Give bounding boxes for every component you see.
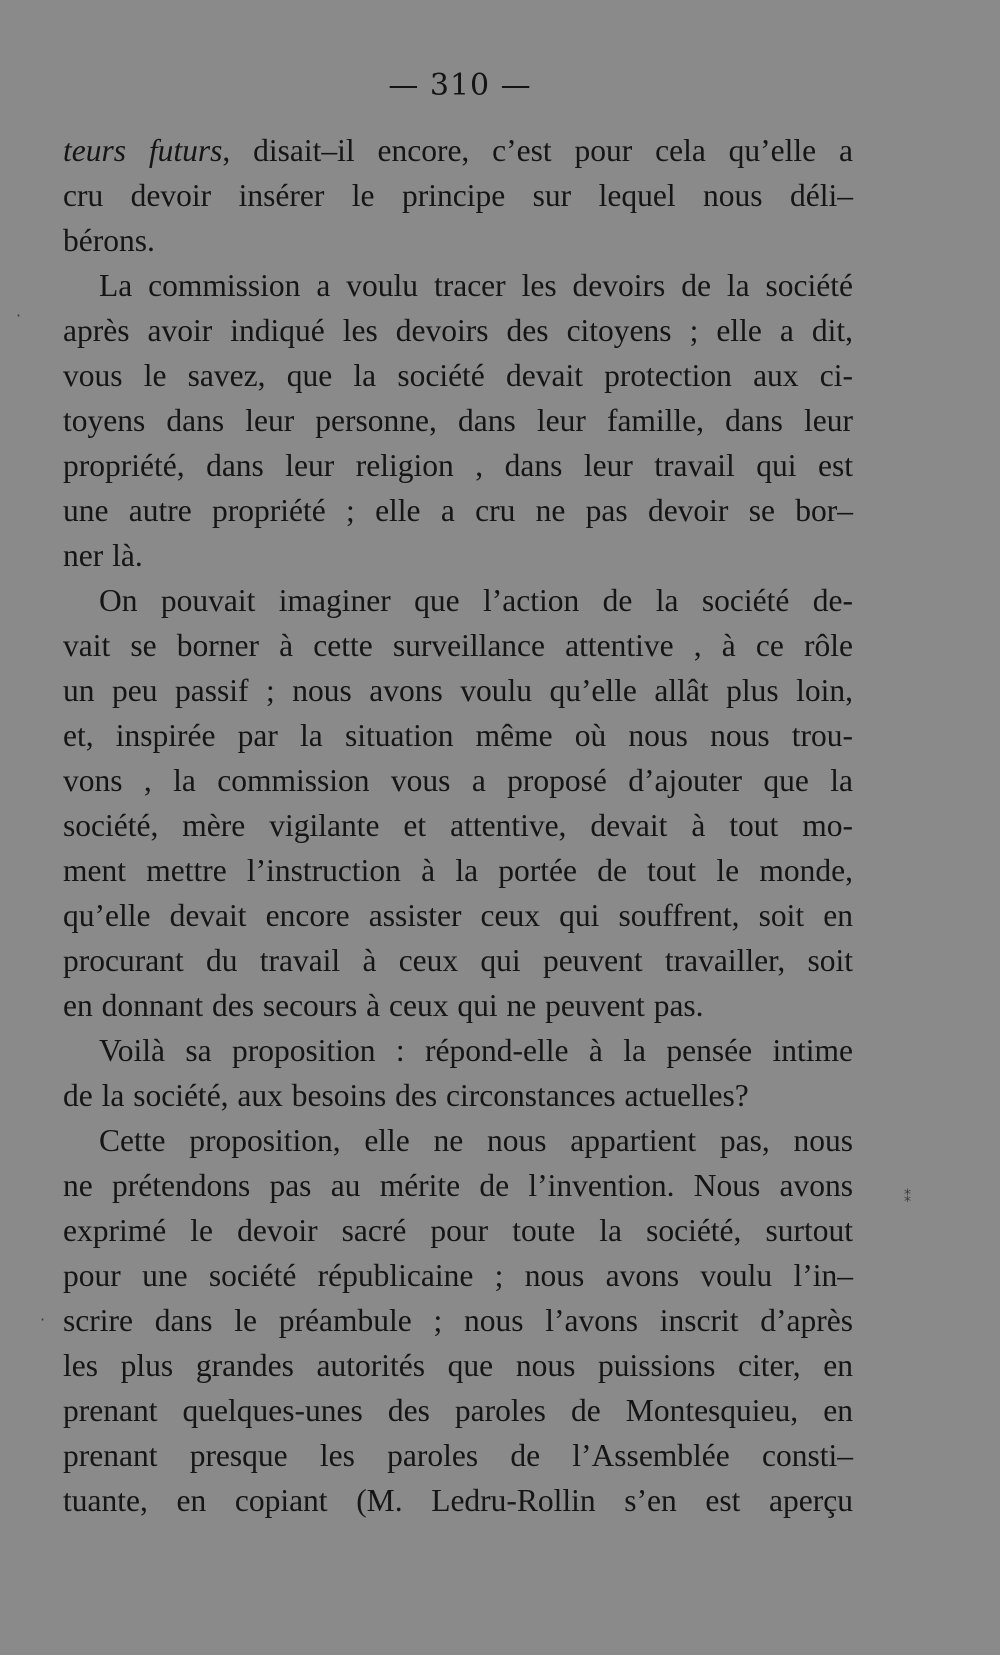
- text-line: vons , la commission vous a proposé d’ajouter que la: [63, 763, 853, 798]
- paragraph-start-line: On pouvait imaginer que l’action de la société de-: [99, 583, 853, 618]
- text-line: procurant du travail à ceux qui peuvent travailler, soit: [63, 943, 853, 978]
- italic-phrase: teurs futurs: [63, 133, 223, 168]
- paragraph-start-line: Cette proposition, elle ne nous appartient pas, nous: [99, 1123, 853, 1158]
- text-line: ment mettre l’instruction à la portée de tout le monde,: [63, 853, 853, 888]
- text-line: toyens dans leur personne, dans leur famille, dans leur: [63, 403, 853, 438]
- paragraph-start-line: Voilà sa proposition : répond-elle à la pensée intime: [99, 1033, 853, 1068]
- margin-scribble-mark: ⁑: [904, 1190, 911, 1206]
- text-line: [63, 128, 853, 173]
- text-line: pour une société républicaine ; nous avons voulu l’in–: [63, 1258, 853, 1293]
- text-line: prenant presque les paroles de l’Assemblée consti–: [63, 1438, 853, 1473]
- scan-speck: ·: [16, 306, 22, 325]
- text-line: un peu passif ; nous avons voulu qu’elle allât plus loin,: [63, 673, 853, 708]
- scan-speck: ·: [40, 1310, 46, 1329]
- text-line: une autre propriété ; elle a cru ne pas devoir se bor–: [63, 493, 853, 528]
- text-line: vous le savez, que la société devait protection aux ci-: [63, 358, 853, 393]
- text-fragment: , disait–il encore, c’est pour cela qu’elle a: [222, 133, 853, 168]
- text-line: société, mère vigilante et attentive, devait à tout mo-: [63, 808, 853, 843]
- text-line: ner là.: [63, 538, 143, 573]
- text-line: tuante, en copiant (M. Ledru-Rollin s’en est aperçu: [63, 1483, 853, 1518]
- text-line: qu’elle devait encore assister ceux qui souffrent, soit en: [63, 898, 853, 933]
- text-line: les plus grandes autorités que nous puissions citer, en: [63, 1348, 853, 1383]
- paragraph-start-line: La commission a voulu tracer les devoirs de la société: [99, 268, 853, 303]
- page-number: — 310 —: [388, 68, 532, 103]
- body-text: [63, 128, 853, 1523]
- text-line: bérons.: [63, 223, 155, 258]
- text-line: ne prétendons pas au mérite de l’invention. Nous avons: [63, 1168, 853, 1203]
- text-line: de la société, aux besoins des circonstances actuelles?: [63, 1078, 749, 1113]
- text-line: vait se borner à cette surveillance attentive , à ce rôle: [63, 628, 853, 663]
- text-line: cru devoir insérer le principe sur lequel nous déli–: [63, 178, 853, 213]
- text-line: prenant quelques-unes des paroles de Montesquieu, en: [63, 1393, 853, 1428]
- text-line: et, inspirée par la situation même où nous nous trou-: [63, 718, 853, 753]
- text-line: en donnant des secours à ceux qui ne peuvent pas.: [63, 988, 704, 1023]
- text-line: exprimé le devoir sacré pour toute la société, surtout: [63, 1213, 853, 1248]
- text-line: propriété, dans leur religion , dans leur travail qui est: [63, 448, 853, 483]
- text-line: scrire dans le préambule ; nous l’avons inscrit d’après: [63, 1303, 853, 1338]
- text-line: après avoir indiqué les devoirs des citoyens ; elle a dit,: [63, 313, 853, 348]
